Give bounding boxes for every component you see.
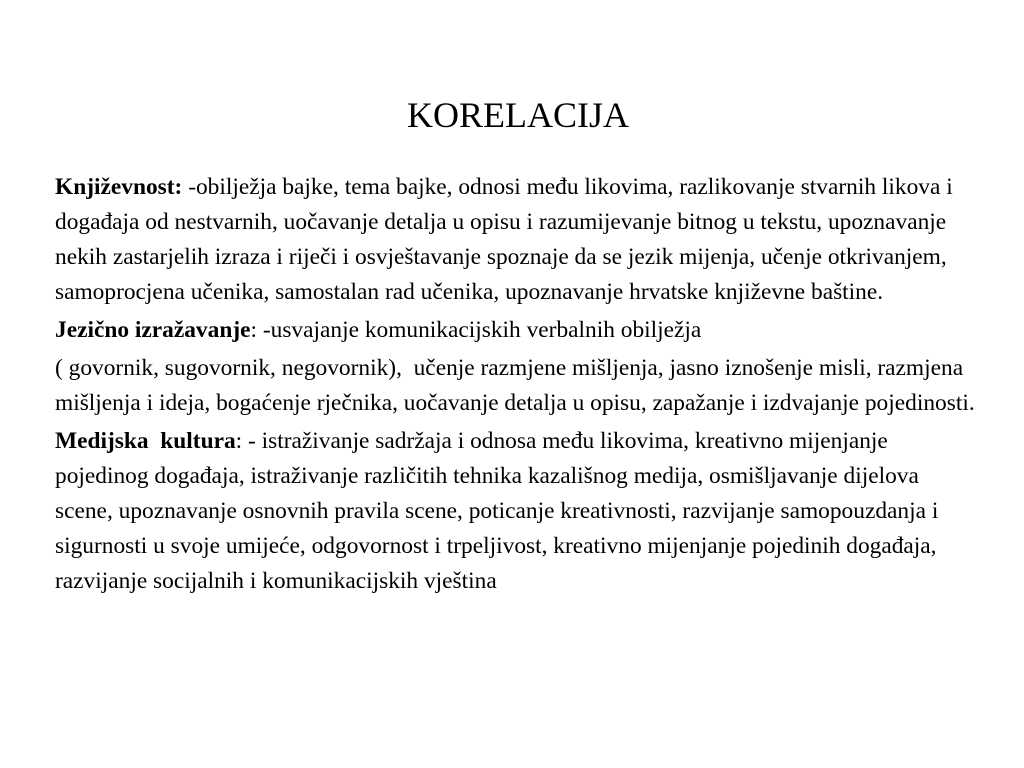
- paragraph-text: : - istraživanje sadržaja i odnosa među likovima, kreativno mijenjanje pojedinog događaja, istraživanje različitih tehnika kazališnog medija, osmišljavanje dijelova scene, upoznavanje osnovnih pravila scene, poticanje kreativnosti, razvijanje samopouzdanja i sigurnosti u svoje umijeće, odgovornost i trpeljivost, kreativno mijenjanje pojedinih događaja, razvijanje socijalnih i komunikacijskih vještina: [55, 428, 939, 594]
- paragraph-text: ( govornik, sugovornik, negovornik), učenje razmjene mišljenja, jasno iznošenje misli, razmjena mišljenja i ideja, bogaćenje rječnika, uočavanje detalja u opisu, zapažanje i izdvajanje pojedinosti.: [55, 355, 975, 416]
- paragraph-label: Medijska kultura: [55, 428, 236, 454]
- slide-body: [55, 170, 975, 599]
- paragraph-jezicno-izrazavanje: [55, 313, 975, 348]
- paragraph-knjizevnost: [55, 170, 975, 310]
- paragraph-text: -obilježja bajke, tema bajke, odnosi među likovima, razlikovanje stvarnih likova i događaja od nestvarnih, uočavanje detalja u opisu i razumijevanje bitnog u tekstu, upoznavanje nekih zastarjelih izraza i riječi i osvještavanje spoznaje da se jezik mijenja, učenje otkrivanjem, samoprocjena učenika, samostalan rad učenika, upoznavanje hrvatske književne baštine.: [55, 174, 953, 305]
- paragraph-text: : -usvajanje komunikacijskih verbalnih obilježja: [250, 317, 702, 343]
- paragraph-medijska-kultura: [55, 424, 975, 599]
- paragraph-label: Književnost:: [55, 174, 183, 200]
- paragraph-jezicno-izrazavanje-continued: [55, 351, 975, 421]
- paragraph-label: Jezično izražavanje: [55, 317, 251, 343]
- slide-title: KORELACIJA: [407, 95, 629, 135]
